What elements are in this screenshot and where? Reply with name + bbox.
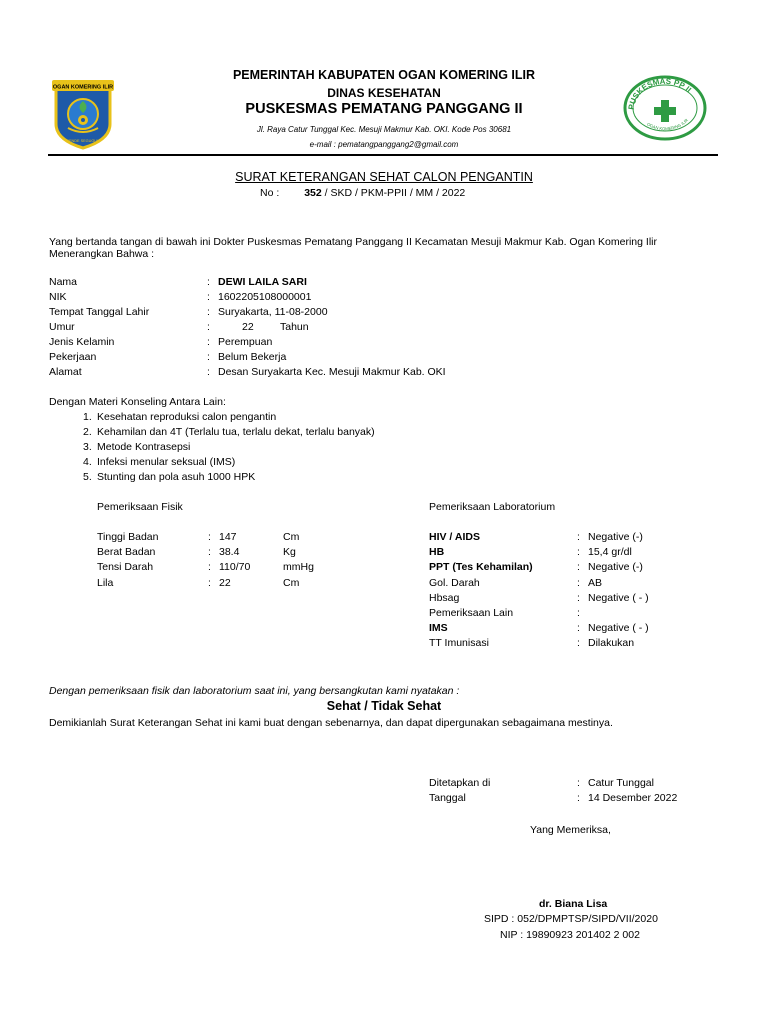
identity-colon: : <box>207 321 210 333</box>
identity-value: DEWI LAILA SARI <box>218 276 307 288</box>
document-title: SURAT KETERANGAN SEHAT CALON PENGANTIN <box>235 170 533 184</box>
lab-value: AB <box>588 577 603 589</box>
identity-label: NIK <box>49 291 67 303</box>
health-status: Sehat / Tidak Sehat <box>326 699 442 713</box>
physical-label: Berat Badan <box>97 546 156 558</box>
physical-colon: : <box>208 531 211 543</box>
list-text: Kehamilan dan 4T (Terlalu tua, terlalu dekat, terlalu banyak) <box>97 426 375 438</box>
svg-text:OGAN KOMERING ILIR: OGAN KOMERING ILIR <box>52 84 114 91</box>
lab-label: HIV / AIDS <box>429 531 480 543</box>
lab-value: Negative (-) <box>588 561 643 573</box>
list-text: Metode Kontrasepsi <box>97 441 191 453</box>
physical-colon: : <box>208 546 211 558</box>
lab-value: Dilakukan <box>588 637 635 649</box>
physical-label: Tensi Darah <box>97 561 154 573</box>
lab-value: Negative ( - ) <box>588 622 649 634</box>
list-number: 1. <box>83 411 92 423</box>
date-colon: : <box>577 792 580 804</box>
identity-colon: : <box>207 336 210 348</box>
doctor-nip: NIP : 19890923 201402 2 002 <box>500 929 640 941</box>
doctor-name: dr. Biana Lisa <box>539 898 608 910</box>
list-number: 4. <box>83 456 92 468</box>
lab-label: HB <box>429 546 445 558</box>
identity-colon: : <box>207 366 210 378</box>
number-label: No : <box>260 187 280 199</box>
date-value: 14 Desember 2022 <box>588 792 678 804</box>
header-government: PEMERINTAH KABUPATEN OGAN KOMERING ILIR <box>232 68 536 82</box>
conclusion-line: Dengan pemeriksaan fisik dan laboratorium saat ini, yang bersangkutan kami nyatakan : <box>49 685 460 697</box>
lab-colon: : <box>577 592 580 604</box>
identity-label: Pekerjaan <box>49 351 97 363</box>
physical-unit: Cm <box>283 577 300 589</box>
header-address: Jl. Raya Catur Tunggal Kec. Mesuji Makmur Kab. OKI. Kode Pos 30681 <box>256 125 512 134</box>
identity-label: Jenis Kelamin <box>49 336 115 348</box>
lab-label: TT Imunisasi <box>429 637 489 649</box>
lab-label: Hbsag <box>429 592 460 604</box>
identity-value: Suryakarta, 11-08-2000 <box>218 306 328 318</box>
physical-label: Tinggi Badan <box>97 531 159 543</box>
lab-label: Gol. Darah <box>429 577 480 589</box>
header-department: DINAS KESEHATAN <box>327 86 441 100</box>
date-label: Tanggal <box>429 792 466 804</box>
list-number: 5. <box>83 471 92 483</box>
physical-value: 110/70 <box>219 561 251 573</box>
lab-value: 15,4 gr/dl <box>588 546 632 558</box>
examiner-label: Yang Memeriksa, <box>530 824 611 836</box>
list-text: Kesehatan reproduksi calon pengantin <box>97 411 277 423</box>
identity-label: Tempat Tanggal Lahir <box>49 306 150 318</box>
identity-value: 1602205108000001 <box>218 291 312 303</box>
list-number: 3. <box>83 441 92 453</box>
lab-label: PPT (Tes Kehamilan) <box>429 561 533 573</box>
header-puskesmas: PUSKESMAS PEMATANG PANGGANG II <box>245 101 523 117</box>
place-colon: : <box>577 777 580 789</box>
closing-statement: Demikianlah Surat Keterangan Sehat ini kami buat dengan sebenarnya, dan dapat dipergunakan sebagaimana mestinya. <box>49 717 613 729</box>
identity-label: Nama <box>49 276 78 288</box>
lab-label: Pemeriksaan Lain <box>429 607 514 619</box>
identity-colon: : <box>207 351 210 363</box>
place-label: Ditetapkan di <box>429 777 491 789</box>
physical-colon: : <box>208 561 211 573</box>
physical-value: 38.4 <box>219 546 240 558</box>
lab-colon: : <box>577 637 580 649</box>
identity-value: Desan Suryakarta Kec. Mesuji Makmur Kab. OKI <box>218 366 446 378</box>
identity-unit: Tahun <box>280 321 309 333</box>
list-number: 2. <box>83 426 92 438</box>
physical-value: 147 <box>219 531 237 543</box>
number-rest: / SKD / PKM-PPII / MM / 2022 <box>321 187 466 199</box>
svg-text:OGAN KOMERING ILIR: OGAN KOMERING ILIR <box>646 117 690 132</box>
lab-colon: : <box>577 561 580 573</box>
physical-unit: Kg <box>283 546 296 558</box>
lab-value: Negative ( - ) <box>588 592 649 604</box>
svg-text:PUSKESMAS PP II: PUSKESMAS PP II <box>626 76 693 111</box>
list-text: Stunting dan pola asuh 1000 HPK <box>97 471 256 483</box>
physical-heading: Pemeriksaan Fisik <box>97 501 183 513</box>
physical-value: 22 <box>219 577 231 589</box>
identity-colon: : <box>207 291 210 303</box>
physical-unit: Cm <box>283 531 300 543</box>
lab-heading: Pemeriksaan Laboratorium <box>429 501 556 513</box>
identity-label: Alamat <box>49 366 82 378</box>
number-value: 352 <box>304 187 322 199</box>
lab-value: Negative (-) <box>588 531 643 543</box>
identity-value: Belum Bekerja <box>218 351 287 363</box>
lab-colon: : <box>577 622 580 634</box>
lab-colon: : <box>577 546 580 558</box>
place-value: Catur Tunggal <box>588 777 654 789</box>
puskesmas-logo <box>622 74 708 142</box>
document-number <box>260 187 465 199</box>
physical-unit: mmHg <box>283 561 314 573</box>
identity-label: Umur <box>49 321 75 333</box>
physical-label: Lila <box>97 577 114 589</box>
intro-line-1: Yang bertanda tangan di bawah ini Dokter Puskesmas Pematang Panggang II Kecamatan Mesuji Makmur Kab. Ogan Komering Ilir <box>49 236 657 248</box>
svg-text:BENDE SEGUGUK: BENDE SEGUGUK <box>66 139 100 143</box>
identity-colon: : <box>207 276 210 288</box>
physical-colon: : <box>208 577 211 589</box>
list-text: Infeksi menular seksual (IMS) <box>97 456 236 468</box>
identity-colon: : <box>207 306 210 318</box>
header-divider <box>48 154 718 156</box>
lab-label: IMS <box>429 622 448 634</box>
lab-colon: : <box>577 577 580 589</box>
lab-colon: : <box>577 607 580 619</box>
intro-line-2: Menerangkan Bahwa : <box>49 248 155 260</box>
counseling-heading: Dengan Materi Konseling Antara Lain: <box>49 396 226 408</box>
lab-colon: : <box>577 531 580 543</box>
doctor-sipd: SIPD : 052/DPMPTSP/SIPD/VII/2020 <box>484 913 658 925</box>
header-email: e-mail : pematangpanggang2@gmail.com <box>309 140 459 149</box>
identity-value: 22 <box>242 321 254 333</box>
identity-value: Perempuan <box>218 336 273 348</box>
